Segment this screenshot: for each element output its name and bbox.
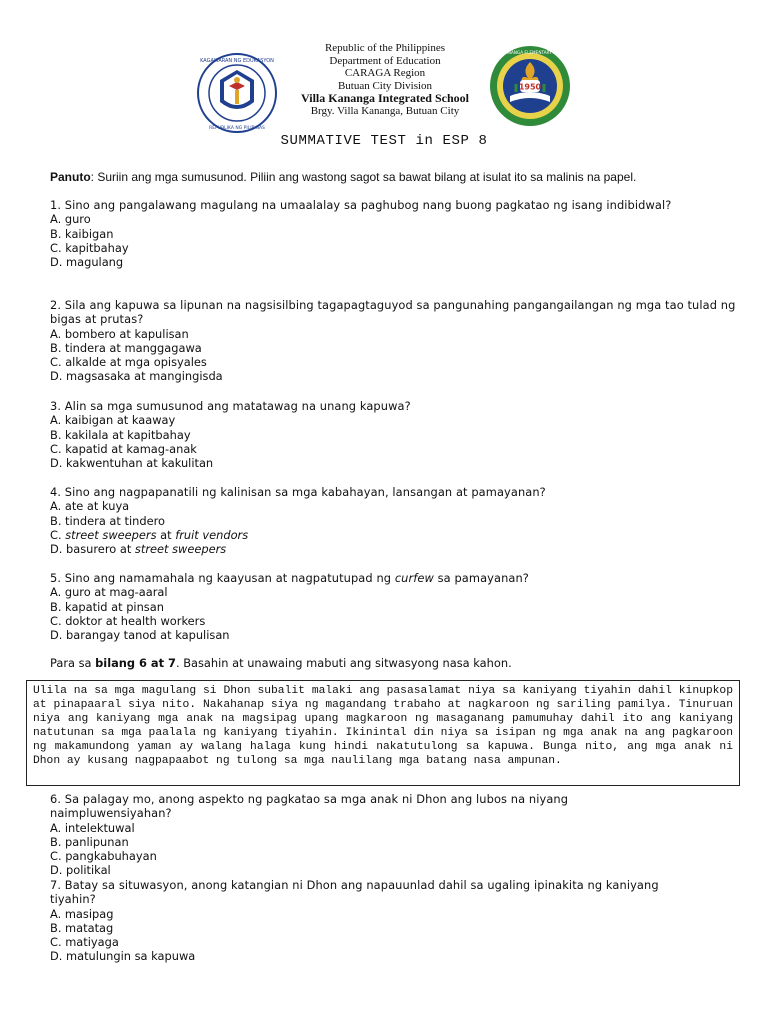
instructions-text: : Suriin ang mga sumusunod. Piliin ang wastong sagot sa bawat bilang at isulat ito sa malinis na papel. [90,170,637,184]
region-line: CARAGA Region [344,67,426,80]
option-c: C. alkalde at mga opisyales [50,355,207,370]
passage-box: Ulila na sa mga magulang si Dhon subalit malaki ang pasasalamat niya sa kaniyang tiyahin dahil kinupkop at pinapaaral siya nito. Nakahanap siya ng magandang trabaho at nagkaroon ng sariling pamilya. Tinuruan niya ang kaniyang mga anak na magsipag upang magkaroon ng masaganang pamumuhay dahil ito ang kaniyang natutunan sa mga paalala ng kaniyang tiyahin. Ikinintal din niya sa isipan ng mga anak na ang pagkaroon ng makamundong yaman ay walang halaga kung hindi nakatutulong sa kapuwa. Bunga nito, ang mga anak ni Dhon ay kusang nagpapaabot ng tulong sa mga naulilang mga batang nasa ampunan. [26,680,740,786]
option-d: D. kakwentuhan at kakulitan [50,456,214,471]
option-b: B. tindera at tindero [50,513,165,528]
option-d: D. magsasaka at mangingisda [50,369,223,384]
option-a: A. masipag [50,906,114,921]
option-d: D. basurero at street sweepers [50,542,227,557]
school-seal-icon [488,44,572,128]
question-2 [50,298,740,384]
option-c: C. kapatid at kamag-anak [50,441,197,456]
school-name: Villa Kananga Integrated School [301,91,469,106]
letterhead-text [280,42,490,118]
question-stem: 2. Sila ang kapuwa sa lipunan na nagsisilbing tagapagtaguyod sa pangunahing pangangailangan ng mga tao tulad ng bigas at prutas? [50,298,736,327]
question-5 [50,571,740,642]
division-line: Butuan City Division [337,79,433,92]
option-d: D. politikal [50,863,111,878]
question-1 [50,198,740,269]
option-b: B. kapatid at pinsan [50,599,164,614]
option-a: A. kaibigan at kaaway [50,413,176,428]
svg-text:KAGAWARAN NG EDUKASYON: KAGAWARAN NG EDUKASYON [200,58,274,64]
option-d: D. barangay tanod at kapulisan [50,628,230,643]
department-line: Department of Education [329,54,441,67]
question-stem: 4. Sino ang nagpapanatili ng kalinisan sa mga kabahayan, lansangan at pamayanan? [50,485,546,499]
letterhead [0,42,768,131]
svg-text:REPUBLIKA NG PILIPINAS: REPUBLIKA NG PILIPINAS [209,126,265,131]
question-stem: 7. Batay sa situwasyon, anong katangian ni Dhon ang napauunlad dahil sa ugaling ipinakita ng kaniyang tiyahin? [50,878,659,907]
school-seal-year: 1950 [518,82,542,92]
option-b: B. kaibigan [50,226,114,241]
question-3 [50,399,740,470]
question-6 [50,792,740,878]
deped-seal-icon [196,52,278,134]
option-d: D. magulang [50,255,124,270]
republic-line: Republic of the Philippines [324,42,446,54]
option-a: A. intelektuwal [50,820,135,835]
option-b: B. kakilala at kapitbahay [50,427,191,442]
option-b: B. matatag [50,920,114,935]
option-c: C. doktor at health workers [50,613,206,628]
school-address: Brgy. Villa Kananga, Butuan City [310,104,460,117]
option-c: C. kapitbahay [50,240,129,255]
option-b: B. panlipunan [50,834,129,849]
passage-intro: Para sa bilang 6 at 7. Basahin at unawaing mabuti ang sitwasyong nasa kahon. [50,656,512,670]
question-stem: 1. Sino ang pangalawang magulang na umaalalay sa paghubog nang buong pagkatao ng isang indibidwal? [50,198,672,212]
option-a: A. guro at mag-aaral [50,585,168,600]
question-stem: 6. Sa palagay mo, anong aspekto ng pagkatao sa mga anak ni Dhon ang lubos na niyang naimpluwensiyahan? [50,792,569,821]
question-7 [50,878,740,964]
page-title: SUMMATIVE TEST in ESP 8 [280,133,488,149]
instructions-label: Panuto [50,170,91,184]
option-c: C. pangkabuhayan [50,849,157,864]
option-c: C. street sweepers at fruit vendors [50,527,249,542]
option-a: A. ate at kuya [50,499,130,514]
option-a: A. guro [50,212,91,227]
option-d: D. matulungin sa kapuwa [50,949,196,964]
option-a: A. bombero at kapulisan [50,326,189,341]
option-c: C. matiyaga [50,935,119,950]
option-b: B. tindera at manggagawa [50,340,202,355]
svg-text:VILLA KANANGA ELEMENTARY SCHOO: VILLA KANANGA ELEMENTARY SCHOOL [489,50,571,55]
question-4 [50,485,740,556]
instructions [50,170,750,184]
question-stem: 3. Alin sa mga sumusunod ang matatawag na unang kapuwa? [50,399,411,413]
question-stem: 5. Sino ang namamahala ng kaayusan at nagpatutupad ng curfew sa pamayanan? [50,571,529,585]
